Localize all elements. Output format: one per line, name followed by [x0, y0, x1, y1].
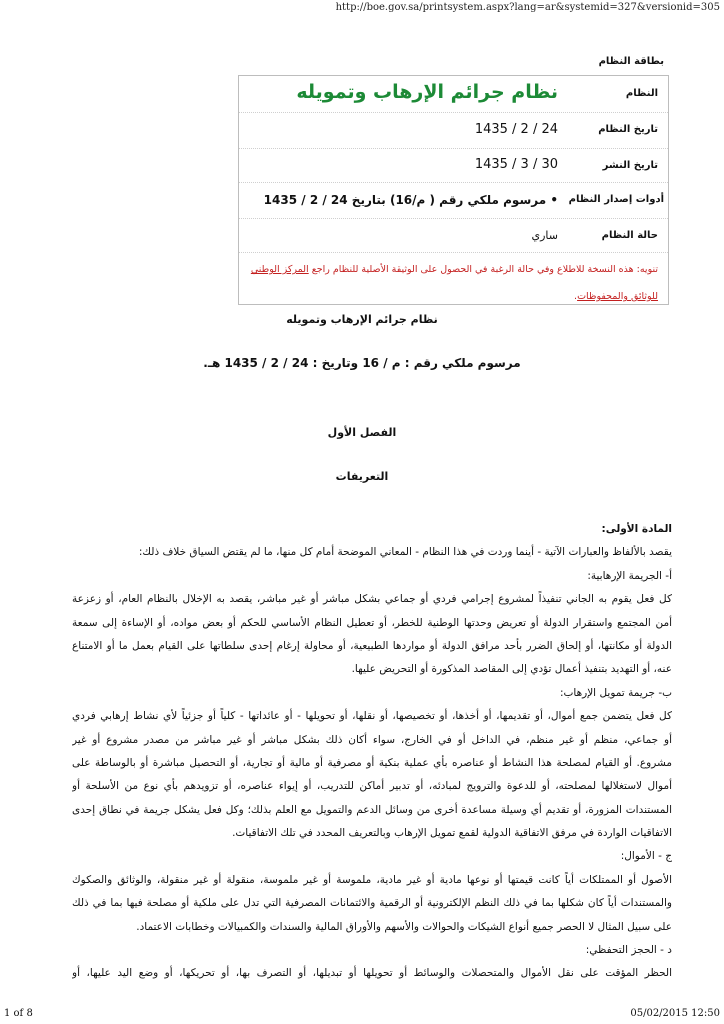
value-issuance-tools: • مرسوم ملكي رقم ( م/16) بتاريخ 24 / 2 / 1435	[263, 193, 558, 207]
document-title: نظام جرائم الإرهاب وتمويله	[286, 313, 438, 326]
national-archive-link[interactable]: المركز الوطني للوثائق والمحفوظات	[250, 264, 658, 302]
card-note	[247, 256, 658, 310]
value-system-date: 1435 / 2 / 24	[474, 122, 558, 137]
body-line: الأصول أو الممتلكات أياً كانت قيمتها أو نوعها مادية أو غير مادية، ملموسة أو غير ملموسة، منقولة أو غير منقولة، والوثائق والصكوك	[72, 873, 672, 886]
row-system-date	[239, 112, 668, 149]
body-line: الحظر المؤقت على نقل الأموال والمتحصلات والوسائط أو تحويلها أو تبديلها، أو التصرف بها، أو تحريكها، أو وضع اليد عليها، أو	[72, 967, 672, 980]
body-line: والمستندات أياً كان شكلها بما في ذلك النظم الإلكترونية أو الرقمية والائتمانات المصرفية التي تدل على ملكية أو مصلحة فيها بما في ذلك	[72, 897, 672, 910]
body-line: أمن المجتمع واستقرار الدولة أو تعريض وحدتها الوطنية للخطر، أو تعطيل النظام الأساسي للحكم أو بعض مواده، أو الإساءة إلى سمعة	[72, 616, 672, 629]
label-system-date: تاريخ النظام	[598, 124, 658, 135]
row-publish-date	[239, 148, 668, 183]
label-system: النظام	[625, 88, 658, 99]
page-url: http://boe.gov.sa/printsystem.aspx?lang=ar&systemid=327&versionid=305	[335, 2, 720, 13]
subheading-funds: ج - الأموال:	[620, 850, 672, 863]
label-system-status: حالة النظام	[601, 230, 658, 241]
row-issuance-tools	[239, 182, 668, 219]
article-heading: المادة الأولى:	[601, 523, 672, 535]
body-line: على سبيل المثال لا الحصر جميع أنواع الشيكات والحوالات والأسهم والأوراق المالية والسندات والكمبيالات وخطابات الاعتماد.	[136, 920, 672, 933]
print-datetime: 05/02/2015 12:50	[630, 1008, 720, 1019]
label-issuance-tools: أدوات إصدار النظام	[568, 194, 664, 205]
section-heading: التعريفات	[335, 470, 389, 483]
row-system-name	[239, 76, 668, 113]
royal-decree: مرسوم ملكي رقم : م / 16 وتاريخ : 24 / 2 / 1435 هـ.	[203, 356, 521, 370]
body-line: كل فعل يقوم به الجاني تنفيذاً لمشروع إجرامي فردي أو جماعي بشكل مباشر أو غير مباشر، يقصد به الإخلال بالنظام العام، أو زعزعة	[72, 593, 672, 606]
body-line: الدولة أو مكانتها، أو إلحاق الضرر بأحد مرافق الدولة أو مواردها الطبيعية، أو محاولة إرغام إحدى سلطاتها على القيام بعمل ما أو الامتناع	[72, 639, 672, 652]
body-line: عنه، أو التهديد بتنفيذ أعمال تؤدي إلى المقاصد المذكورة أو التحريض عليها.	[351, 663, 672, 676]
subheading-terror-financing: ب- جريمة تمويل الإرهاب:	[559, 686, 672, 699]
document-body	[72, 518, 672, 986]
note-end: .	[574, 291, 578, 302]
body-line: أو جماعي، منظم أو غير منظم، في الداخل أو في الخارج، سواء أكان ذلك بشكل مباشر أو غير مباشر من مصدر مشروع أو غير	[72, 733, 672, 746]
card-title: بطاقة النظام	[598, 56, 664, 67]
subheading-precautionary-seizure: د - الحجز التحفظي:	[585, 944, 672, 957]
body-line: يقصد بالألفاظ والعبارات الآتية - أينما وردت في هذا النظام - المعاني الموضحة أمام كل منها، ما لم يقتض السياق خلاف ذلك:	[138, 546, 672, 559]
subheading-terror-crime: أ- الجريمة الإرهابية:	[587, 569, 672, 582]
body-line: أموال لاستغلالها لمصلحته، أو للدعوة والترويج لمبادئه، أو تدبير أماكن للتدريب، أو إيواء عناصره، أو تزويدهم بأي نوع من الأسلحة أو	[72, 780, 672, 793]
value-publish-date: 1435 / 3 / 30	[474, 157, 558, 172]
body-line: المستندات المزورة، أو تقديم أي وسيلة مساعدة أخرى من وسائل الدعم والتمويل مع العلم بذلك؛ وكل فعل يشكل جريمة في نطاق إحدى	[72, 803, 672, 816]
body-line: الاتفاقيات الواردة في مرفق الاتفاقية الدولية لقمع تمويل الإرهاب وبالتعريف المحدد في تلك الاتفاقيات.	[232, 827, 672, 840]
value-system-name: نظام جرائم الإرهاب وتمويله	[296, 81, 558, 103]
body-line: كل فعل يتضمن جمع أموال، أو تقديمها، أو أخذها، أو تخصيصها، أو نقلها، أو تحويلها - أو عائداتها - كلياً أو جزئياً لأي نشاط إرهابي فردي	[72, 710, 672, 723]
note-text: تنويه: هذه النسخة للاطلاع وفي حالة الرغبة في الحصول على الوثيقة الأصلية للنظام راجع	[308, 264, 658, 275]
value-system-status: ساري	[531, 229, 558, 242]
body-line: مشروع. أو القيام لمصلحة هذا النشاط أو عناصره بأي عملية بنكية أو مصرفية أو مالية أو تجارية، أو التحصيل مباشرة أو بالوساطة على	[72, 756, 672, 769]
row-system-status	[239, 218, 668, 253]
chapter-heading: الفصل الأول	[327, 426, 397, 439]
system-card	[238, 75, 669, 305]
label-publish-date: تاريخ النشر	[602, 160, 658, 171]
page-number: 1 of 8	[4, 1008, 33, 1019]
